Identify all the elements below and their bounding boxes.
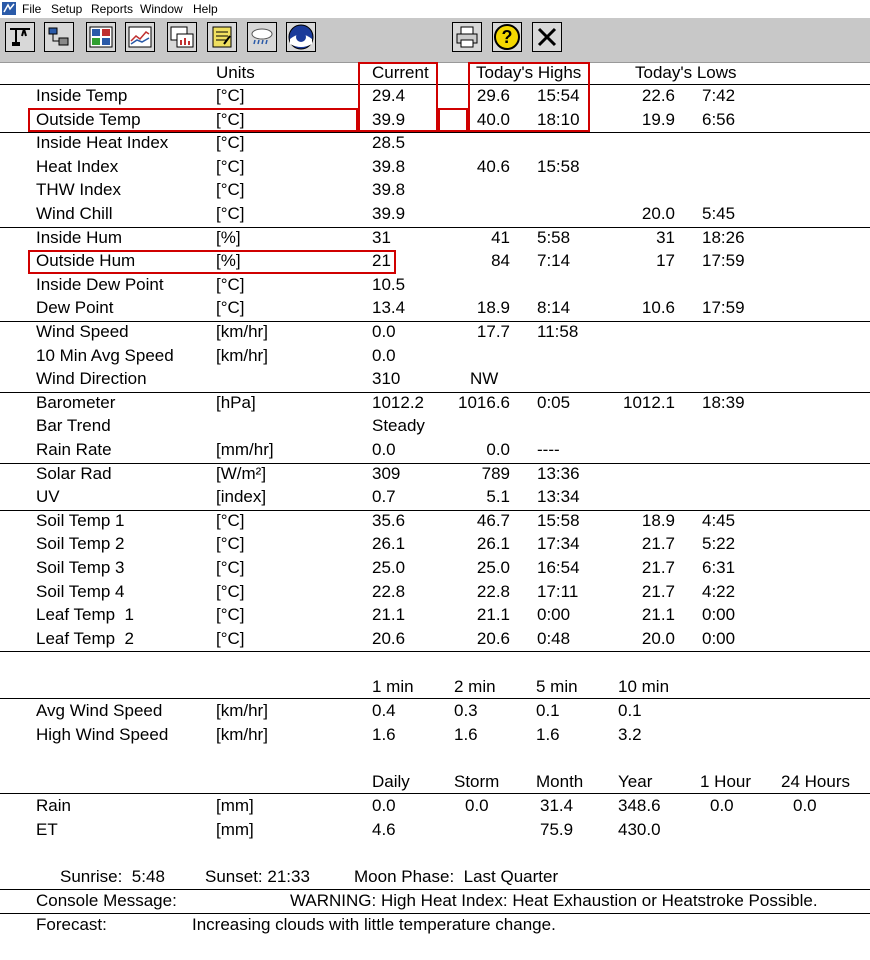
highlight-current-box — [358, 62, 438, 132]
wind-row-label: Avg Wind Speed — [36, 701, 163, 720]
row-units: [km/hr] — [216, 322, 268, 341]
row-current: 310 — [372, 369, 401, 389]
grid-icon — [89, 26, 113, 48]
row-current: 39.8 — [372, 180, 406, 200]
rain-value: 348.6 — [618, 796, 661, 815]
rain-header: 24 Hours — [781, 772, 850, 791]
menu-help[interactable]: Help — [193, 2, 218, 16]
row-high-time: ---- — [537, 440, 560, 459]
help-button[interactable] — [492, 22, 522, 52]
network-icon — [47, 26, 71, 48]
row-high-time: 16:54 — [537, 558, 580, 577]
row-units: [°C] — [216, 274, 245, 294]
rain-row-label: ET — [36, 819, 58, 839]
wind-header: 10 min — [618, 677, 670, 696]
row-label: Solar Rad — [36, 463, 112, 483]
row-high: NW — [470, 369, 499, 389]
row-label: Wind Chill — [36, 204, 113, 223]
row-label: Soil Temp 2 — [36, 534, 125, 554]
row-high: 84 — [491, 251, 510, 271]
wind-value: 0.1 — [618, 701, 642, 720]
row-current: 20.6 — [372, 628, 406, 648]
row-current: 13.4 — [372, 298, 406, 318]
row-label: THW Index — [36, 180, 122, 200]
row-low: 21.1 — [641, 605, 675, 625]
console-message-text: WARNING: High Heat Index: Heat Exhaustion or Heatstroke Possible. — [290, 891, 818, 910]
row-current: 21.1 — [372, 605, 406, 625]
rain-row-units: [mm] — [216, 819, 254, 839]
row-label: UV — [36, 487, 60, 507]
row-current: Steady — [372, 416, 425, 436]
row-high-time: 0:48 — [537, 628, 571, 648]
close-icon — [535, 25, 559, 49]
wind-header: 2 min — [454, 677, 496, 696]
row-high-time: 11:58 — [537, 322, 579, 341]
graph-icon — [170, 26, 194, 48]
highlight-outside-temp-row — [28, 108, 358, 132]
row-low: 21.7 — [641, 558, 675, 577]
row-units: [°C] — [216, 86, 245, 105]
row-high: 29.6 — [476, 86, 510, 105]
row-high: 789 — [481, 463, 510, 483]
row-high-time: 0:05 — [537, 392, 571, 412]
row-high-time: 15:54 — [537, 86, 580, 105]
wind-header-divider — [0, 698, 870, 699]
row-high: 40.0 — [476, 109, 510, 129]
row-current: 309 — [372, 463, 401, 483]
row-units: [°C] — [216, 204, 245, 223]
row-low-time: 5:45 — [702, 204, 736, 223]
rain-value: 0.0 — [465, 796, 489, 815]
row-units: [W/m²] — [216, 463, 267, 483]
row-label: Inside Hum — [36, 227, 122, 247]
row-low-time: 4:45 — [702, 510, 736, 530]
row-units: [mm/hr] — [216, 440, 274, 459]
row-current: 31 — [372, 227, 391, 247]
row-current: 10.5 — [372, 274, 406, 294]
row-low-time: 7:42 — [702, 86, 736, 105]
row-label: Soil Temp 3 — [36, 558, 125, 577]
row-low-time: 17:59 — [702, 251, 745, 271]
row-label: Leaf Temp 2 — [36, 628, 134, 648]
row-high: 40.6 — [476, 156, 510, 176]
row-high-time: 15:58 — [537, 510, 580, 530]
row-units: [°C] — [216, 298, 245, 318]
wind-value: 1.6 — [454, 724, 478, 744]
row-current: 0.7 — [372, 487, 396, 507]
wind-value: 0.3 — [454, 701, 478, 720]
row-low: 10.6 — [641, 298, 675, 318]
row-label: Outside Temp — [36, 109, 141, 129]
row-units: [°C] — [216, 558, 245, 577]
print-button[interactable] — [452, 22, 482, 52]
row-high-time: 17:11 — [537, 581, 579, 601]
forecast-text: Increasing clouds with little temperature change. — [192, 915, 556, 934]
wind-value: 0.4 — [372, 701, 396, 720]
network-button[interactable] — [44, 22, 74, 52]
app-icon — [2, 2, 16, 15]
row-label: Heat Index — [36, 156, 119, 176]
row-high-time: 17:34 — [537, 534, 580, 554]
row-units: [hPa] — [216, 392, 256, 412]
rain-header: Year — [618, 772, 653, 791]
row-current: 26.1 — [372, 534, 406, 554]
rain-value: 75.9 — [540, 819, 574, 839]
group-divider — [0, 510, 870, 511]
wind-value: 0.1 — [536, 701, 560, 720]
sunrise-text: Sunrise: 5:48 — [60, 867, 165, 886]
menu-bar — [0, 0, 870, 18]
row-high-time: 15:58 — [537, 156, 580, 176]
row-low-time: 4:22 — [702, 581, 736, 601]
graph-button[interactable] — [167, 22, 197, 52]
row-current: 39.9 — [372, 109, 406, 129]
section-divider — [0, 651, 870, 652]
row-current: 25.0 — [372, 558, 406, 577]
moon-phase-text: Moon Phase: Last Quarter — [354, 867, 559, 886]
row-low-time: 18:39 — [702, 392, 745, 412]
row-label: Bar Trend — [36, 416, 111, 436]
menu-file[interactable]: File — [22, 2, 42, 16]
row-high: 46.7 — [476, 510, 510, 530]
row-units: [°C] — [216, 605, 245, 625]
help-icon — [494, 24, 520, 50]
row-current: 0.0 — [372, 322, 396, 341]
row-low: 31 — [656, 227, 675, 247]
row-units: [°C] — [216, 180, 245, 200]
row-low: 1012.1 — [623, 392, 675, 412]
row-units: [°C] — [216, 156, 245, 176]
highlight-highs-box — [468, 62, 590, 132]
row-label: Soil Temp 1 — [36, 510, 125, 530]
row-low: 22.6 — [641, 86, 675, 105]
row-high: 25.0 — [476, 558, 510, 577]
header-current: Current — [372, 63, 429, 82]
row-low: 21.7 — [641, 581, 675, 601]
row-low-time: 0:00 — [702, 605, 736, 625]
group-divider — [0, 463, 870, 464]
rain-value: 4.6 — [372, 819, 396, 839]
chart-icon — [128, 26, 152, 48]
row-high: 26.1 — [476, 534, 510, 554]
rain-value: 0.0 — [372, 796, 396, 815]
row-label: Outside Hum — [36, 251, 136, 271]
highlight-outside-hum-row — [28, 250, 396, 274]
noaa-icon — [288, 24, 314, 50]
grid-button[interactable] — [86, 22, 116, 52]
row-units: [°C] — [216, 133, 245, 153]
header-todays-lows: Today's Lows — [635, 63, 737, 82]
menu-setup[interactable]: Setup — [51, 2, 83, 16]
row-low: 20.0 — [641, 628, 675, 648]
sunset-text: Sunset: 21:33 — [205, 867, 310, 886]
row-high-time: 5:58 — [537, 227, 571, 247]
wind-row-units: [km/hr] — [216, 701, 268, 720]
menu-window[interactable]: Window — [140, 2, 183, 16]
row-label: Dew Point — [36, 298, 114, 318]
row-units: [°C] — [216, 510, 245, 530]
row-current: 1012.2 — [372, 392, 424, 412]
wind-row-units: [km/hr] — [216, 724, 268, 744]
row-label: Barometer — [36, 392, 116, 412]
row-current: 21 — [372, 251, 391, 271]
row-current: 0.0 — [372, 345, 396, 365]
row-low-time: 17:59 — [702, 298, 745, 318]
row-low-time: 5:22 — [702, 534, 736, 554]
row-units: [°C] — [216, 581, 245, 601]
row-low-time: 0:00 — [702, 628, 736, 648]
cloud-rain-button[interactable] — [247, 22, 277, 52]
row-current: 0.0 — [372, 440, 396, 459]
row-low: 18.9 — [641, 510, 675, 530]
row-high: 17.7 — [476, 322, 510, 341]
wind-header: 5 min — [536, 677, 578, 696]
row-label: Leaf Temp 1 — [36, 605, 134, 625]
wind-row-label: High Wind Speed — [36, 724, 169, 744]
row-label: Inside Dew Point — [36, 274, 164, 294]
row-units: [index] — [216, 487, 267, 507]
row-low: 19.9 — [641, 109, 675, 129]
row-current: 39.9 — [372, 204, 406, 223]
svg-text:?: ? — [501, 27, 513, 47]
cloud-rain-icon — [249, 26, 275, 48]
rain-value: 0.0 — [793, 796, 817, 815]
header-units: Units — [216, 63, 255, 82]
row-units: [°C] — [216, 109, 245, 129]
row-current: 39.8 — [372, 156, 406, 176]
print-icon — [455, 26, 479, 48]
row-label: Soil Temp 4 — [36, 581, 125, 601]
row-high: 41 — [491, 227, 510, 247]
row-low-time: 18:26 — [702, 227, 745, 247]
header-todays-highs: Today's Highs — [476, 63, 582, 82]
row-high-time: 13:34 — [537, 487, 580, 507]
row-label: Inside Heat Index — [36, 133, 169, 153]
rain-value: 31.4 — [540, 796, 574, 815]
row-current: 29.4 — [372, 86, 406, 105]
rain-row-units: [mm] — [216, 796, 254, 815]
rain-header: Storm — [454, 772, 500, 791]
notepad-button[interactable] — [207, 22, 237, 52]
noaa-button[interactable] — [286, 22, 316, 52]
rain-value: 0.0 — [710, 796, 734, 815]
close-button[interactable] — [532, 22, 562, 52]
row-current: 22.8 — [372, 581, 406, 601]
console-message-label: Console Message: — [36, 891, 177, 910]
row-high-time: 13:36 — [537, 463, 580, 483]
rain-value: 430.0 — [618, 819, 661, 839]
row-high-time: 18:10 — [537, 109, 580, 129]
row-low: 21.7 — [641, 534, 675, 554]
row-high-time: 0:00 — [537, 605, 571, 625]
row-label: Wind Speed — [36, 322, 129, 341]
rain-header: Month — [536, 772, 584, 791]
row-high: 0.0 — [486, 440, 510, 459]
row-high: 22.8 — [476, 581, 510, 601]
row-low: 17 — [656, 251, 675, 271]
row-units: [°C] — [216, 534, 245, 554]
row-low-time: 6:31 — [702, 558, 736, 577]
row-units: [°C] — [216, 628, 245, 648]
row-units: [%] — [216, 227, 241, 247]
antenna-icon — [8, 26, 32, 48]
row-high: 1016.6 — [458, 392, 510, 412]
row-high: 5.1 — [486, 487, 510, 507]
row-low-time: 6:56 — [702, 109, 736, 129]
group-divider — [0, 321, 870, 322]
row-high-time: 8:14 — [537, 298, 571, 318]
toolbar — [0, 18, 870, 63]
wind-value: 1.6 — [536, 724, 560, 744]
wind-value: 1.6 — [372, 724, 396, 744]
row-high: 18.9 — [476, 298, 510, 318]
forecast-label: Forecast: — [36, 915, 107, 934]
row-current: 35.6 — [372, 510, 406, 530]
row-label: Wind Direction — [36, 369, 147, 389]
row-low: 20.0 — [641, 204, 675, 223]
row-label: Rain Rate — [36, 440, 112, 459]
rain-header: 1 Hour — [700, 772, 752, 791]
chart-button[interactable] — [125, 22, 155, 52]
menu-reports[interactable]: Reports — [91, 2, 134, 16]
row-high: 20.6 — [476, 628, 510, 648]
row-high-time: 7:14 — [537, 251, 571, 271]
wind-header: 1 min — [372, 677, 414, 696]
wind-value: 3.2 — [618, 724, 642, 744]
rain-header: Daily — [372, 772, 410, 791]
rain-header-divider — [0, 793, 870, 794]
row-units: [km/hr] — [216, 345, 268, 365]
row-current: 28.5 — [372, 133, 406, 153]
row-label: Inside Temp — [36, 86, 128, 105]
row-high: 21.1 — [476, 605, 510, 625]
notepad-icon — [210, 26, 234, 48]
rain-row-label: Rain — [36, 796, 71, 815]
highlight-gap-box — [438, 108, 468, 132]
row-units: [%] — [216, 251, 241, 271]
antenna-button[interactable] — [5, 22, 35, 52]
row-label: 10 Min Avg Speed — [36, 345, 174, 365]
